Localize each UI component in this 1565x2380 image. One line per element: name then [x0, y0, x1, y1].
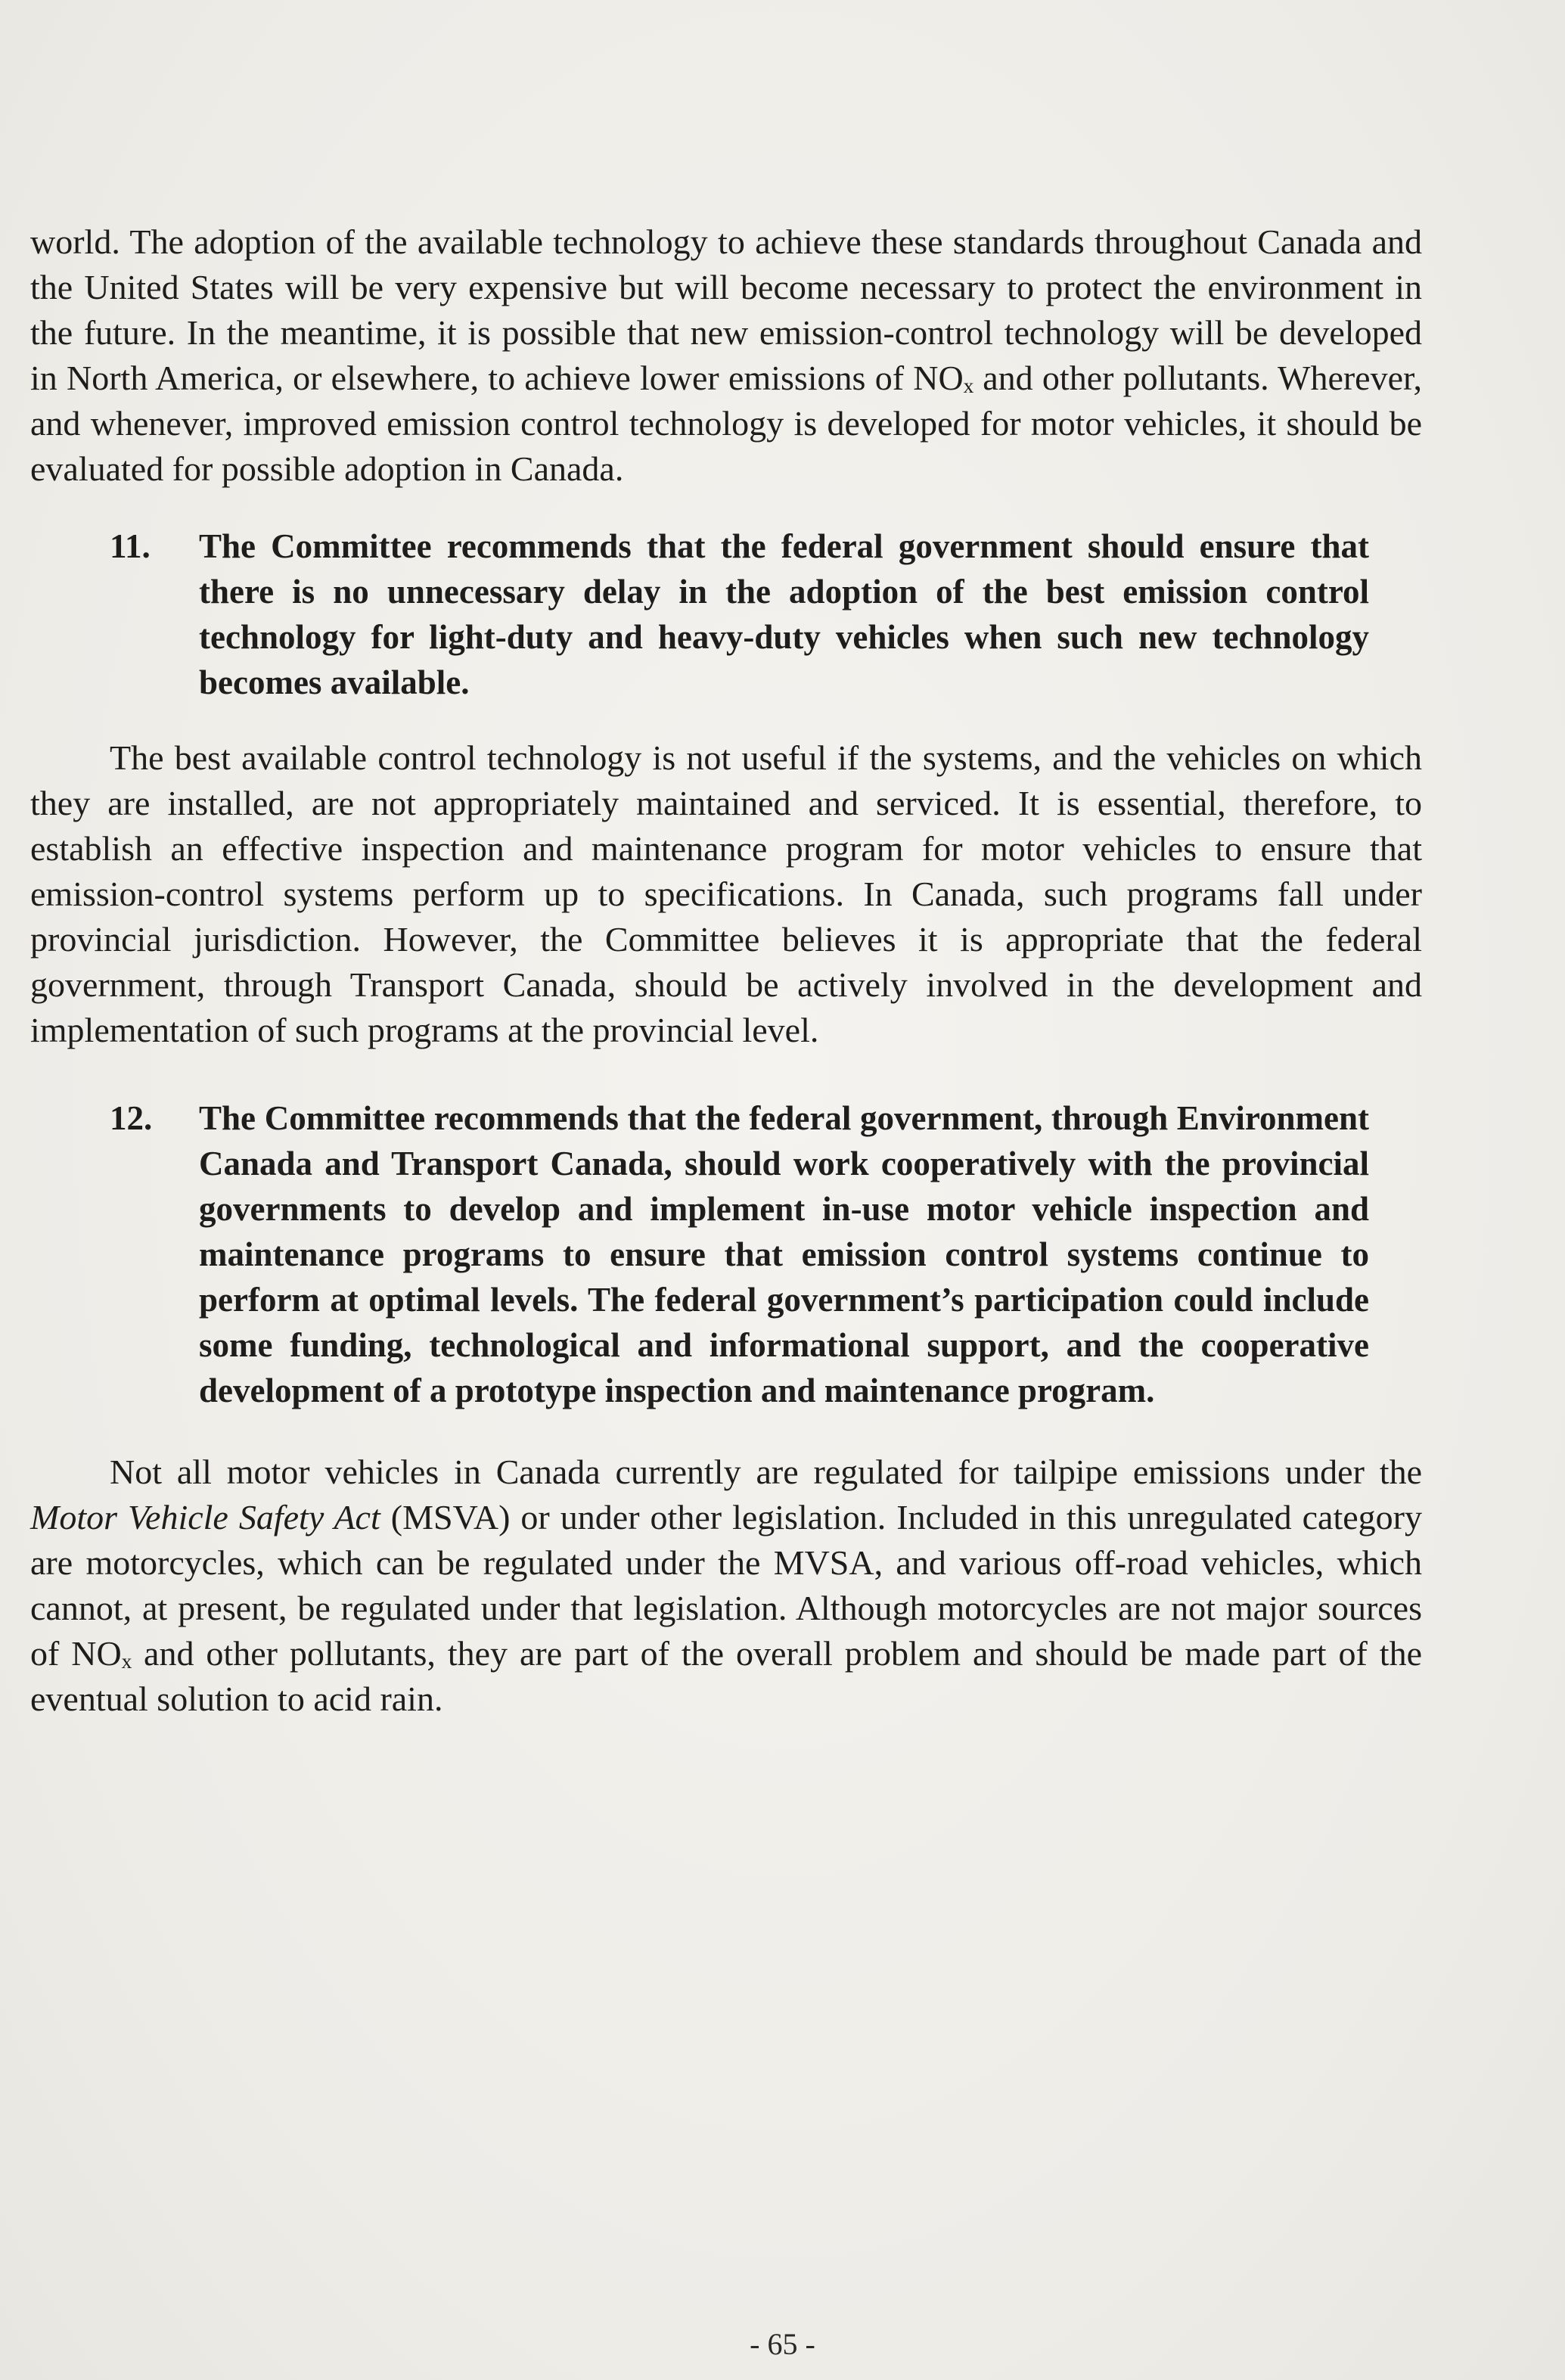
text-column	[30, 219, 1422, 1722]
recommendation-11-number: 11.	[110, 527, 151, 565]
paragraph-unregulated-vehicles-part1: Not all motor vehicles in Canada currently are regulated for tailpipe emissions under the	[110, 1453, 1422, 1491]
paragraph-unregulated-vehicles	[30, 1449, 1422, 1722]
paragraph-unregulated-vehicles-part2: (MSVA) or under other legislation. Included in this unregulated category are motorcycles, which can be regulated under the MVSA, and various off-road vehicles, which cannot, at present, be regulated under that legislation. Although motorcycles are not major sources of NOₓ and other pollutants, they are part of the overall problem and should be made part of the eventual solution to acid rain.	[30, 1498, 1422, 1718]
paragraph-inspection-maintenance: The best available control technology is not useful if the systems, and the vehicles on which they are installed, are not appropriately maintained and serviced. It is essential, therefore, to establish an effective inspection and maintenance program for motor vehicles to ensure that emission-control systems perform up to specifications. In Canada, such programs fall under provincial jurisdiction. However, the Committee believes it is appropriate that the federal government, through Transport Canada, should be actively involved in the development and implementation of such programs at the provincial level.	[30, 738, 1422, 1049]
recommendation-12-number: 12.	[110, 1099, 153, 1137]
page-number: - 65 -	[750, 2327, 815, 2361]
recommendation-11-text: The Committee recommends that the federal government should ensure that there is no unnecessary delay in the adoption of the best emission control technology for light-duty and heavy-duty vehicles when such new technology becomes available.	[199, 527, 1369, 701]
paragraph-technology-adoption: world. The adoption of the available technology to achieve these standards throughout Canada and the United States will be very expensive but will become necessary to protect the environment in the future. In the meantime, it is possible that new emission-control technology will be developed in North America, or elsewhere, to achieve lower emissions of NOₓ and other pollutants. Wherever, and whenever, improved emission control technology is developed for motor vehicles, it should be evaluated for possible adoption in Canada.	[30, 222, 1422, 488]
recommendation-12	[30, 1095, 1422, 1413]
recommendation-11	[30, 524, 1422, 705]
recommendation-12-text: The Committee recommends that the federal government, through Environment Canada and Transport Canada, should work cooperatively with the provincial governments to develop and implement in-use motor vehicle inspection and maintenance programs to ensure that emission control systems continue to perform at optimal levels. The federal government’s participation could include some funding, technological and informational support, and the cooperative development of a prototype inspection and maintenance program.	[199, 1099, 1369, 1409]
act-title-italic: Motor Vehicle Safety Act	[30, 1498, 380, 1536]
